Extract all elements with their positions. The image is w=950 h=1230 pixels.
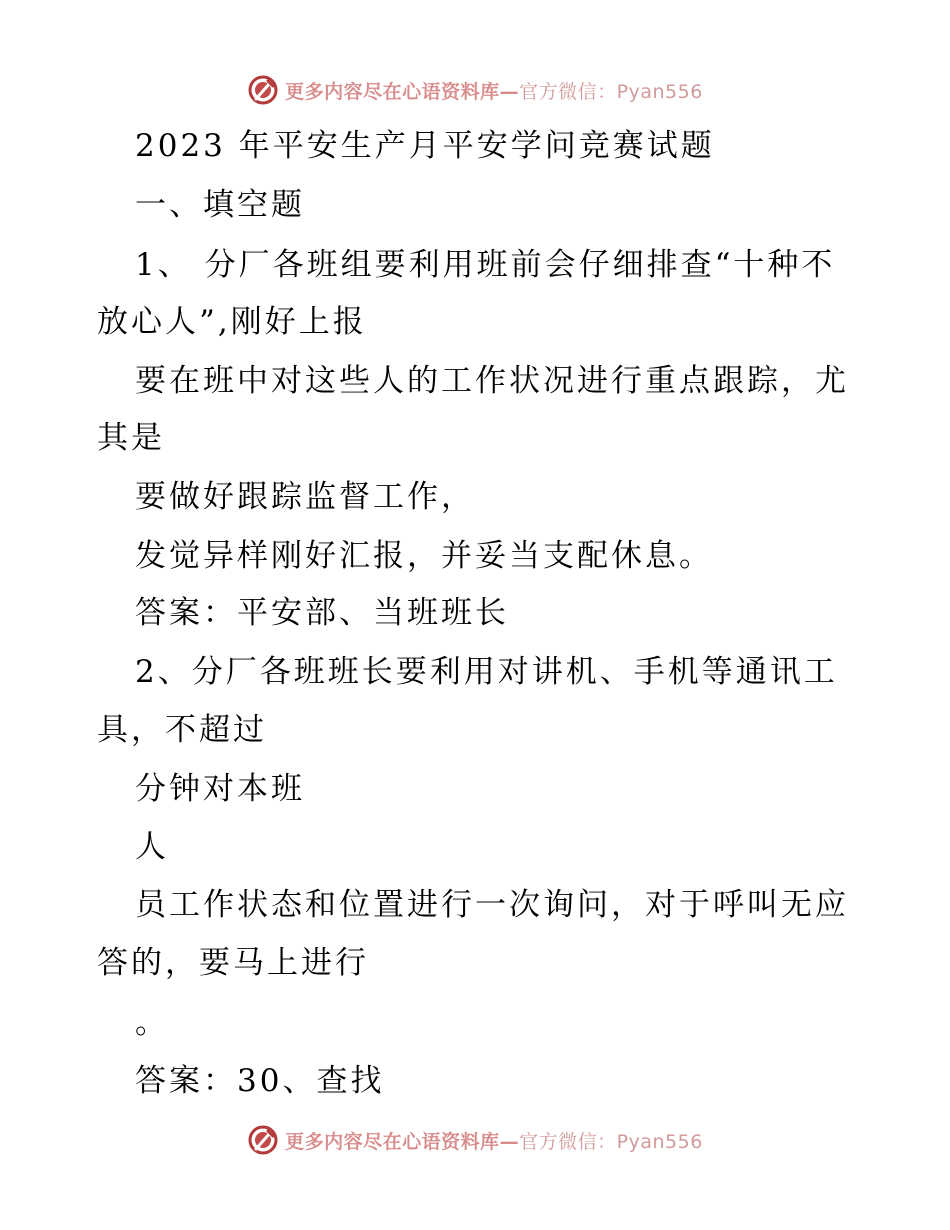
- answer-line: 答案：30、查找: [135, 1063, 385, 1099]
- footer-banner-text: [285, 1127, 703, 1154]
- footer-banner-wechat: 官方微信：Pyan556: [519, 1130, 703, 1153]
- header-banner: [0, 70, 950, 110]
- text-line: 具，不超过: [97, 712, 267, 748]
- footer-banner-main: 更多内容尽在心语资料库—: [285, 1130, 520, 1153]
- text-line: 人: [135, 829, 169, 865]
- text-line: 分钟对本班: [135, 771, 305, 807]
- header-banner-main: 更多内容尽在心语资料库—: [285, 80, 520, 103]
- text-line: 放心人”,刚好上报: [97, 304, 367, 340]
- pen-seal-logo-icon: [247, 74, 279, 106]
- text-line: 要在班中对这些人的工作状况进行重点跟踪，尤: [135, 363, 849, 399]
- text-line: 。: [135, 1005, 169, 1041]
- text-line: 员工作状态和位置进行一次询问，对于呼叫无应: [135, 887, 849, 923]
- text-line: 1、 分厂各班组要利用班前会仔细排查“十种不: [135, 247, 836, 283]
- answer-line: 答案：平安部、当班班长: [135, 595, 509, 631]
- text-line: 其是: [97, 420, 165, 456]
- document-title: 2023 年平安生产月平安学问竞赛试题: [135, 128, 715, 164]
- header-banner-text: [285, 77, 703, 104]
- text-line: 要做好跟踪监督工作，: [135, 479, 475, 515]
- pen-seal-logo-icon: [247, 1124, 279, 1156]
- text-line: 答的，要马上进行: [97, 945, 369, 981]
- section-heading: 一、填空题: [135, 187, 305, 223]
- header-banner-wechat: 官方微信：Pyan556: [519, 80, 703, 103]
- text-line: 发觉异样刚好汇报，并妥当支配休息。: [135, 538, 713, 574]
- footer-banner: [0, 1120, 950, 1160]
- text-line: 2、分厂各班班长要利用对讲机、手机等通讯工: [135, 654, 838, 690]
